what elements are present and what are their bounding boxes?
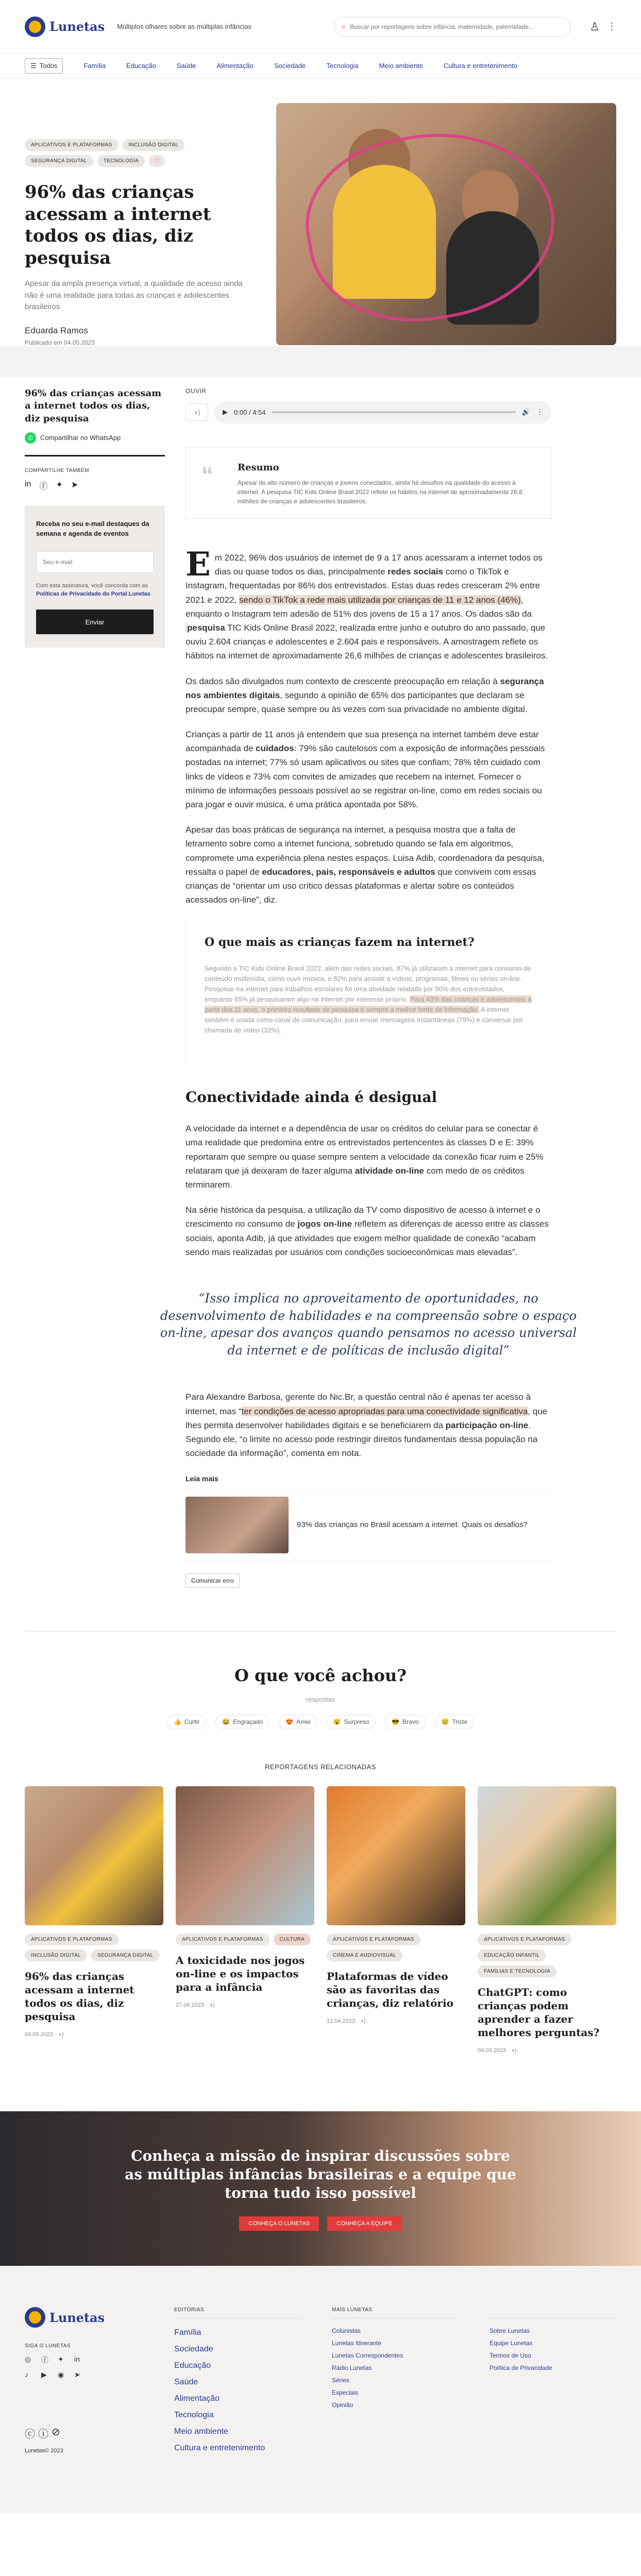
paragraph: Os dados são divulgados num contexto de crescente preocupação em relação à segurança nos ambientes digitais, segundo a opinião de 65% dos participantes que declaram se preocupar sempre, quase sempre ou às vezes com sua privacidade no ambiente digital. [185, 676, 544, 714]
logo-mark [25, 2307, 45, 2328]
tag[interactable]: APLICATIVOS E PLATAFORMAS [176, 1934, 269, 1945]
related-card-image[interactable] [176, 1786, 314, 1925]
audio-icon: ◖) [209, 2002, 215, 2009]
paragraph: Apesar das boas práticas de segurança na internet, a pesquisa mostra que a falta de letramento sobre como a internet funciona, sobretudo quando se fala em algoritmos, compromete uma experiência plena nestes espaços. Luisa Adib, coordenadora da pesquisa, ressalta o papel de educadores, pais, responsáveis e adultos que convivem com essas crianças de “orientar um uso crítico dessas plataformas e alertar sobre os conteúdos acessados on-line”, diz. [185, 825, 545, 905]
report-error-button[interactable]: Comunicar erro [185, 1573, 240, 1588]
related-card[interactable] [478, 1786, 616, 2054]
nav-item-cultura[interactable]: Cultura e entretenimento [443, 62, 517, 70]
sidebar-title: 96% das crianças acessam a internet todos os dias, diz pesquisa [25, 388, 162, 424]
tiktok-icon[interactable]: ♪ [25, 2370, 28, 2379]
audio-time: 0:00 / 4:54 [234, 408, 266, 416]
tag[interactable]: INCLUSÃO DIGITAL [25, 1950, 87, 1961]
cc-icon: ⓒ [25, 2429, 35, 2441]
tag[interactable]: APLICATIVOS E PLATAFORMAS [25, 139, 119, 151]
newsletter-note: Com esta assinatura, você concorda com as Políticas de Privacidade do Portal Lunetas [36, 582, 150, 597]
nav-item-educacao[interactable]: Educação [126, 62, 156, 70]
footer-col-mais [332, 2307, 459, 2482]
pesquisa-link[interactable]: pesquisa [185, 623, 225, 633]
tag[interactable]: TECNOLOGIA [97, 155, 145, 167]
related-articles [0, 1771, 641, 2054]
reactions [0, 1632, 641, 1729]
footer-link[interactable]: Cultura e entretenimento [174, 2444, 265, 2453]
footer-logo[interactable] [25, 2307, 143, 2328]
section-heading: Conectividade ainda é desigual [185, 1089, 437, 1106]
tag[interactable]: CINEMA E AUDIOVISUAL [327, 1950, 402, 1961]
publish-date: Publicado em 04.05.2023 [25, 338, 95, 346]
player-menu-icon[interactable]: ⋮ [536, 408, 543, 416]
paragraph: Em 2022, 96% dos usuários de internet de 9 a 17 anos acessaram a internet todos os dias ou quase todos os dias, principalmente redes sociais como o TikTok e Instagram, frequentadas por 86% dos entrevistados. Estas duas redes cresceram 2% entre 2021 e 2022, sendo o TikTok a rede mais utilizada por crianças de 11 e 12 anos (46%), enquanto o Instagram tem adesão de 51% dos jovens de 15 a 17 anos. Os dados são da pesquisa TIC Kids Online Brasil 2022, realizada entre junho e outubro do ano passado, que ouviu 2.604 crianças e adolescentes e 2.604 pais e responsáveis. A amostragem reflete os hábitos na internet de aproximadamente 26,6 milhões de crianças e adolescentes brasileiros. [185, 545, 548, 661]
sidebar-divider [25, 455, 165, 456]
footer-link[interactable]: Séries [332, 2377, 350, 2384]
listen-toggle-icon[interactable]: ◖) [185, 403, 208, 421]
nav-item-alimentacao[interactable]: Alimentação [216, 62, 254, 70]
nav-item-sociedade[interactable]: Sociedade [274, 62, 306, 70]
tag[interactable]: APLICATIVOS E PLATAFORMAS [478, 1934, 571, 1945]
search-input[interactable] [350, 23, 563, 30]
search-bar[interactable] [334, 17, 571, 37]
footer-link[interactable]: Política de Privacidade [490, 2364, 553, 2372]
footer-link[interactable]: Equipe Lunetas [490, 2340, 533, 2347]
tag[interactable]: APLICATIVOS E PLATAFORMAS [327, 1934, 420, 1945]
reactions-count: respostas [306, 1696, 335, 1704]
footer-link[interactable]: Termos de Uso [490, 2352, 531, 2360]
article-hero [0, 78, 641, 346]
footer-link[interactable]: Saúde [174, 2378, 198, 2387]
info-box [185, 918, 551, 1062]
twitter-icon[interactable]: ✦ [58, 2355, 64, 2364]
article-title: 96% das crianças acessam a internet todos os dias, diz pesquisa [25, 182, 211, 268]
footer-link[interactable]: Rádio Lunetas [332, 2364, 372, 2372]
related-card-image[interactable] [327, 1786, 465, 1925]
newsletter-title: Receba no seu e-mail destaques da semana e agenda de eventos [36, 519, 149, 537]
mission-title: Conheça a missão de inspirar discussões sobre as múltiplas infâncias brasileiras e a equipe que torna tudo isso possível [125, 2147, 516, 2202]
telegram-icon[interactable]: ➤ [71, 480, 78, 489]
play-icon[interactable]: ▶ [223, 408, 228, 416]
paragraph: A velocidade da internet e a dependência de usar os créditos do celular para se conectar é uma realidade que predomina entre os entrevistados pertencentes às classes D e E: 39% reportaram que sempre ou quase sempre sentem a velocidade da conexão ficar ruim e 25% relataram que já deixaram de fazer alguma atividade on-line com medo de os créditos terminarem. [185, 1124, 544, 1190]
share-label: COMPARTILHE TAMBÉM [25, 467, 89, 473]
nav-all-label: Todos [39, 62, 58, 70]
tag[interactable]: EDUCAÇÃO INFANTIL [478, 1950, 546, 1961]
hero-image [276, 103, 616, 345]
whatsapp-share[interactable] [25, 432, 165, 444]
footer-link[interactable]: Educação [174, 2361, 211, 2370]
summary-text: Apesar do alto número de crianças e jovens conectados, ainda há desafios na qualidade do acesso à internet. A pesquisa TIC Kids Online Brasil 2022 reflete os hábitos na internet de aproximadamente 26,6 milhões de crianças e adolescentes brasileiros. [238, 479, 522, 505]
logo-text: Lunetas [49, 19, 105, 34]
footer-link[interactable]: Alimentação [174, 2394, 220, 2403]
footer-link[interactable]: Lunetas Correspondentes [332, 2352, 403, 2360]
linkedin-icon[interactable]: in [74, 2355, 80, 2364]
audio-progress[interactable] [272, 411, 515, 413]
audio-icon: ◖) [511, 2047, 517, 2054]
reaction-love-button[interactable]: 😍 Amei [279, 1715, 317, 1729]
paragraph: Crianças a partir de 11 anos já entendem que sua presença na internet também deve estar acompanhada de cuidados: 79% são cautelosos com a exposição de informações pessoais postadas na internet; 77% só usam aplicativos ou sites que confiam; 78% têm cuidado com links de vídeos e 73% com convites de amizades que recebem na internet. Fornecer o mínimo de informações pessoais possível ao se registrar on-line, como em redes sociais ou para jogar e ouvir música, é uma prática apontada por 58%. [185, 730, 545, 809]
nav-item-familia[interactable]: Família [83, 62, 106, 70]
footer-link[interactable]: Tecnologia [174, 2411, 214, 2420]
audio-player[interactable] [214, 401, 551, 423]
newsletter-email-input[interactable] [36, 551, 154, 573]
tag[interactable]: FAMÍLIAS E TECNOLOGIA [478, 1965, 556, 1977]
volume-icon[interactable]: 🔊 [521, 408, 530, 416]
footer-col-editorias [174, 2307, 301, 2482]
footer-link[interactable]: Colunistas [332, 2327, 361, 2335]
paragraph: Para Alexandre Barbosa, gerente do Nic.Br, a questão central não é apenas ter acesso à internet, mas “ter condições de acesso apropriadas para uma conectividade significativa, que lhes permita desenvolver habilidades digitais e se beneficiarem da participação on-line. Segundo ele, “o limite no acesso pode restringir direitos fundamentais dessa população na sociedade da informação”, comenta em nota. [185, 1392, 548, 1459]
reaction-buttons [0, 1715, 641, 1729]
related-card-date: 12.04.2023 [327, 2018, 356, 2025]
nc-icon: ⊘ [52, 2427, 60, 2438]
nav-item-meio-ambiente[interactable]: Meio ambiente [379, 62, 423, 70]
footer-col-head: EDITORIAS [174, 2307, 301, 2318]
share-icons [25, 480, 165, 492]
footer-social-icons [25, 2355, 143, 2379]
related-card-date: 04.05.2023 [25, 2031, 54, 2038]
footer-link[interactable]: Meio ambiente [174, 2427, 228, 2436]
logo-mark [25, 16, 45, 37]
article-body [160, 387, 577, 1588]
related-card-date: 27.04.2023 [176, 2002, 205, 2009]
read-more-title: 93% das crianças no Brasil acessam a internet. Quais os desafios? [297, 1520, 528, 1530]
linkedin-icon[interactable]: in [25, 479, 31, 488]
reaction-surprised-button[interactable]: 😮 Surpreso [327, 1715, 376, 1729]
search-icon: ⌕ [342, 22, 346, 30]
footer-col-institucional [490, 2307, 616, 2482]
related-card-title[interactable]: A toxicidade nos jogos on-line e os impactos para a infância [176, 1954, 305, 1994]
paragraph: Na série histórica da pesquisa, a utilização da TV como dispositivo de acesso à internet e o crescimento no consumo de jogos on-line refletem as diferenças de acesso entre as classes sociais, aponta Adib, já que atividades que exigem melhor qualidade de conexão “acabam sendo mais realizadas por usuários com condições socioeconômicas mais elevadas”. [185, 1205, 549, 1257]
telegram-icon[interactable]: ➤ [74, 2370, 80, 2379]
facebook-icon[interactable]: ⓕ [39, 482, 48, 491]
reaction-funny-button[interactable]: 😂 Engraçado [215, 1715, 269, 1729]
privacy-link[interactable]: Políticas de Privacidade do Portal Lunetas [36, 590, 150, 597]
mission-banner [0, 2111, 641, 2266]
article-subtitle: Apesar da ampla presença virtual, a qualidade de acesso ainda não é uma realidade para todas as crianças e adolescentes brasileiros [25, 279, 243, 311]
spotify-icon[interactable]: ◉ [58, 2370, 64, 2379]
info-box-title: O que mais as crianças fazem na internet? [205, 936, 475, 950]
footer-col-head [490, 2307, 616, 2318]
site-footer [0, 2266, 641, 2513]
audio-section [185, 401, 551, 423]
related-card[interactable] [327, 1786, 465, 2054]
nav-all-button[interactable] [25, 58, 63, 74]
site-logo[interactable] [25, 16, 105, 37]
menu-icon: ☰ [30, 61, 37, 70]
favorite-heart-icon[interactable]: ♡ [149, 155, 165, 167]
logo-text: Lunetas [49, 2310, 105, 2325]
main-content [0, 346, 641, 1588]
whatsapp-label: Compartilhar no WhatsApp [40, 434, 121, 442]
footer-link[interactable]: Sobre Lunetas [490, 2327, 530, 2335]
tag[interactable]: SEGURANÇA DIGITAL [91, 1950, 160, 1961]
nav-item-tecnologia[interactable]: Tecnologia [326, 62, 359, 70]
user-icon[interactable]: ♙ [589, 20, 600, 33]
related-label: REPORTAGENS RELACIONADAS [265, 1763, 376, 1771]
twitter-icon[interactable]: ✦ [56, 480, 63, 489]
read-more-label: Leia mais [185, 1475, 218, 1483]
about-team-button[interactable]: CONHEÇA A EQUIPE [327, 2216, 401, 2231]
more-options-icon[interactable]: ⋮ [607, 21, 616, 31]
instagram-icon[interactable]: ◎ [25, 2355, 31, 2364]
reaction-like-button[interactable]: 👍 Curtir [167, 1715, 206, 1729]
nav-item-saude[interactable]: Saúde [176, 62, 196, 70]
about-lunetas-button[interactable]: CONHEÇA O LUNETAS [239, 2216, 319, 2231]
article-text [160, 545, 577, 1460]
footer-col-head: MAIS LUNETAS [332, 2307, 459, 2318]
related-card-title[interactable]: Plataformas de vídeo são as favoritas das crianças, diz relatório [327, 1970, 453, 2010]
summary-box [185, 447, 551, 519]
youtube-icon[interactable]: ▶ [41, 2370, 47, 2379]
reaction-angry-button[interactable]: 😎 Bravo [385, 1715, 425, 1729]
related-card-image[interactable] [478, 1786, 616, 1925]
author-name[interactable]: Eduarda Ramos [25, 325, 88, 335]
follow-label: SIGA O LUNETAS [25, 2343, 71, 2349]
tag[interactable]: APLICATIVOS E PLATAFORMAS [25, 1934, 119, 1945]
related-card-date: 04.03.2023 [478, 2047, 507, 2054]
creative-commons-icon [25, 2426, 143, 2441]
by-icon: ⓘ [38, 2429, 48, 2441]
pull-quote: “Isso implica no aproveitamento de oportunidades, no desenvolvimento de habilidades e na compreensão sobre o espaço on-line, apesar dos avanços quando pensamos no acesso universal da internet e de políticas de inclusão digital” [160, 1291, 577, 1358]
main-nav [0, 54, 641, 78]
related-card-title[interactable]: 96% das crianças acessam a internet todos os dias, diz pesquisa [25, 1970, 134, 2023]
summary-title: Resumo [238, 462, 279, 473]
whatsapp-icon: ✆ [25, 432, 36, 444]
footer-link[interactable]: Especiais [332, 2389, 359, 2397]
read-more-image [185, 1497, 289, 1553]
reaction-sad-button[interactable]: 😢 Triste [435, 1715, 475, 1729]
footer-link[interactable]: Lunetas Itinerante [332, 2340, 382, 2347]
related-card[interactable] [25, 1786, 163, 2054]
footer-link[interactable]: Família [174, 2328, 201, 2337]
copyright: Lunetas© 2023 [25, 2448, 63, 2454]
reactions-title: O que você achou? [234, 1666, 407, 1686]
audio-icon: ◖) [58, 2031, 64, 2038]
tag[interactable]: INCLUSÃO DIGITAL [123, 139, 185, 151]
footer-link[interactable]: Opinião [332, 2401, 353, 2409]
listen-label: OUVIR [185, 387, 207, 395]
tag[interactable]: SEGURANÇA DIGITAL [25, 155, 93, 167]
related-card[interactable] [176, 1786, 314, 2054]
hero-tags [25, 139, 251, 167]
site-tagline: Múltiplos olhares sobre as múltiplas infâncias [117, 23, 252, 30]
newsletter-box [25, 506, 165, 648]
footer-link[interactable]: Sociedade [174, 2345, 213, 2354]
read-more-card[interactable] [185, 1488, 551, 1562]
sidebar [25, 387, 165, 1588]
top-header [0, 0, 641, 54]
related-card-title[interactable]: ChatGPT: como crianças podem aprender a fazer melhores perguntas? [478, 1986, 600, 2039]
tag[interactable]: CULTURA [274, 1934, 311, 1945]
facebook-icon[interactable]: ⓕ [41, 2356, 48, 2365]
info-box-text: Segundo a TIC Kids Online Brasil 2022, além das redes sociais, 87% já utilizaram a internet para consumo de conteúdo multimídia, como ouvir música, e 82% para assistir a vídeos, programas, filmes ou séries on-line. Pesquisar na internet para trabalhos escolares foi uma atividade relatada por 80% dos entrevistados, enquanto 65% já pesquisaram algo na internet por interesse próprio. Para 43% das crianças e adolescentes a partir dos 11 anos, o primeiro resultado de pesquisa é sempre a melhor fonte de informação. A internet também é usada como canal de comunicação, para enviar mensagens instantâneas (79%) e conversar por chamada de vídeo (32%). [205, 964, 532, 1035]
summary-quote-icon: “ [201, 462, 213, 488]
newsletter-send-button[interactable]: Enviar [36, 609, 154, 634]
related-card-image[interactable] [25, 1786, 163, 1925]
audio-icon: ◖) [360, 2018, 366, 2025]
